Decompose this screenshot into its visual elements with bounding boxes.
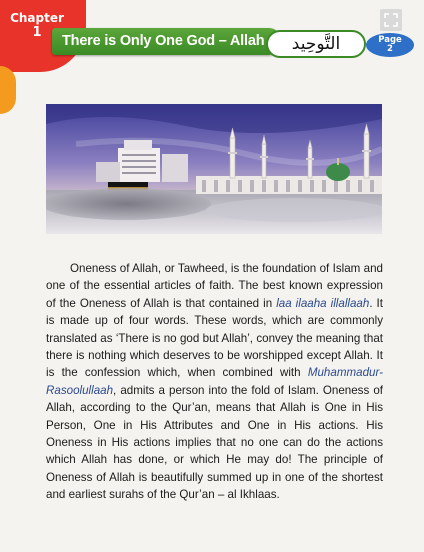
chapter-label: Chapter <box>10 11 64 25</box>
page-label: Page <box>378 35 402 45</box>
term-muhammadur: Muhammadur-Rasoolullaah <box>46 366 383 397</box>
page-number: 2 <box>387 44 393 54</box>
corner-accent <box>0 66 16 114</box>
chapter-number: 1 <box>32 25 42 40</box>
page-badge <box>366 33 414 57</box>
body-paragraph <box>46 260 383 504</box>
mosque-photo <box>46 104 382 234</box>
expand-icon[interactable] <box>380 9 402 31</box>
body-text-1: Oneness of Allah, or Tawheed, is the foundation of Islam and one of the essential articles of faith. The best known expression of the Oneness of Allah is that contained in <box>46 262 383 310</box>
body-text-2: . It is made up of four words. These words, which are commonly translated as ‘There is no god but Allah’, convey the meaning that there is nothing which deserves to be worshipped except Allah. It is the confession which, when combined with <box>46 296 383 380</box>
arabic-title: التَّوحِيد <box>266 30 366 58</box>
chapter-title: There is Only One God – Allah <box>62 33 265 49</box>
term-laa-ilaaha: laa ilaaha illallaah <box>276 296 370 310</box>
body-text-3: , admits a person into the fold of Islam. Oneness of Allah, according to the Qur’an, means that Allah is One in His Person, One in His Attributes and One in His actions. His Oneness in His actions implies that no one can do the actions which Allah has done, or which He may do! The principle of Oneness of Allah is beautifully summed up in one of the shortest and earliest surahs of the Qur’an – al Ikhlaas. <box>46 383 383 502</box>
